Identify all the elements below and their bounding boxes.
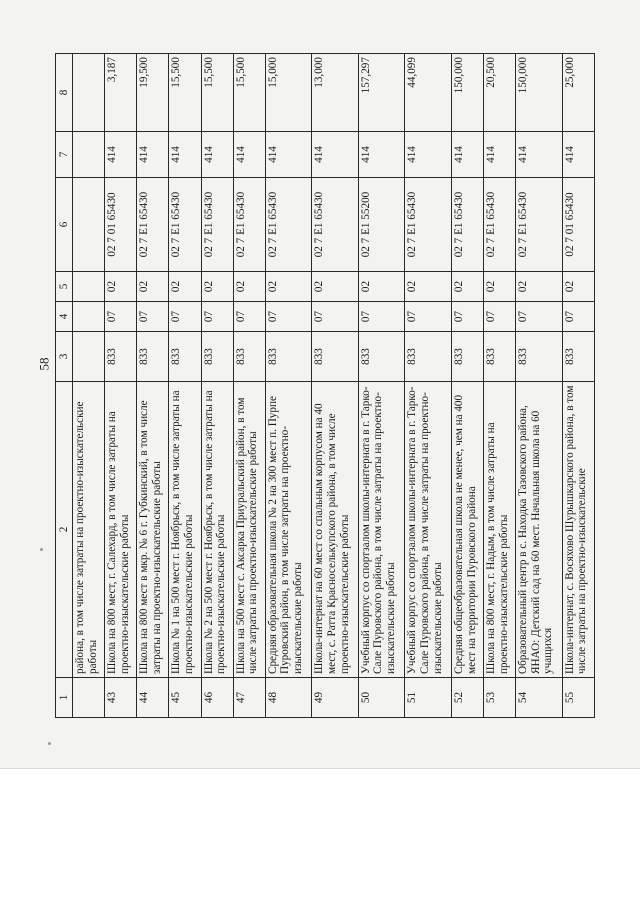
section-code-cell: 07 <box>169 302 201 332</box>
budget-table <box>55 53 595 718</box>
object-name-cell: Школа-интернат, с. Восяхово Шурышкарского района, в том числе затраты на проектно-изыскательские <box>562 382 594 678</box>
row-number-cell: 54 <box>516 678 563 718</box>
object-name-cell: Школа на 800 мест, г. Надым, в том числе затраты на проектно-изыскательские работы <box>484 382 516 678</box>
table-row <box>562 54 594 718</box>
table-row <box>137 54 169 718</box>
column-number: 4 <box>56 302 73 332</box>
subsection-code-cell: 02 <box>137 272 169 302</box>
row-number-cell: 55 <box>562 678 594 718</box>
rotated-table-container <box>55 54 595 718</box>
expense-type-code-cell: 414 <box>451 132 483 178</box>
page-number: 58 <box>36 357 52 371</box>
subsection-code-cell: 02 <box>451 272 483 302</box>
amount-cell: 44,099 <box>405 54 452 132</box>
expense-type-code-cell: 414 <box>233 132 265 178</box>
ministry-code-cell: 833 <box>516 332 563 382</box>
table-row <box>516 54 563 718</box>
amount-cell: 15,500 <box>201 54 233 132</box>
amount-cell: 13,000 <box>312 54 359 132</box>
amount-cell: 150,000 <box>451 54 483 132</box>
column-number: 7 <box>56 132 73 178</box>
subsection-code-cell: 02 <box>405 272 452 302</box>
subsection-code-cell: 02 <box>562 272 594 302</box>
subsection-code-cell: 02 <box>169 272 201 302</box>
empty-cell <box>73 132 105 178</box>
table-row <box>233 54 265 718</box>
table-row <box>484 54 516 718</box>
row-number-cell: 45 <box>169 678 201 718</box>
subsection-code-cell: 02 <box>265 272 312 302</box>
continuation-text: района, в том числе затраты на проектно-изыскательские работы <box>73 382 105 678</box>
ministry-code-cell: 833 <box>265 332 312 382</box>
amount-cell: 150,000 <box>516 54 563 132</box>
amount-cell: 25,000 <box>562 54 594 132</box>
ministry-code-cell: 833 <box>201 332 233 382</box>
empty-cell <box>73 178 105 272</box>
ministry-code-cell: 833 <box>233 332 265 382</box>
target-article-code-cell: 02 7 01 65430 <box>562 178 594 272</box>
section-code-cell: 07 <box>137 302 169 332</box>
ministry-code-cell: 833 <box>405 332 452 382</box>
section-code-cell: 07 <box>265 302 312 332</box>
amount-cell: 3,187 <box>105 54 137 132</box>
object-name-cell: Средняя образовательная школа № 2 на 300 мест п. Пурпе Пуровский район, в том числе затраты на проектно-изыскательские работы <box>265 382 312 678</box>
ministry-code-cell: 833 <box>358 332 405 382</box>
expense-type-code-cell: 414 <box>105 132 137 178</box>
subsection-code-cell: 02 <box>312 272 359 302</box>
column-number: 1 <box>56 678 73 718</box>
section-code-cell: 07 <box>516 302 563 332</box>
amount-cell: 20,500 <box>484 54 516 132</box>
row-number-cell: 48 <box>265 678 312 718</box>
target-article-code-cell: 02 7 E1 65430 <box>312 178 359 272</box>
empty-cell <box>73 272 105 302</box>
target-article-code-cell: 02 7 01 65430 <box>105 178 137 272</box>
object-name-cell: Школа № 1 на 500 мест г. Ноябрьск, в том числе затраты на проектно-изыскательские работы <box>169 382 201 678</box>
target-article-code-cell: 02 7 E1 65430 <box>169 178 201 272</box>
column-number-row <box>56 54 73 718</box>
expense-type-code-cell: 414 <box>405 132 452 178</box>
target-article-code-cell: 02 7 E1 55200 <box>358 178 405 272</box>
target-article-code-cell: 02 7 E1 65430 <box>265 178 312 272</box>
object-name-cell: Учебный корпус со спортзалом школы-интерната в г. Тарко-Сале Пуровского района, в том числе затраты на проектно-изыскательские работы <box>358 382 405 678</box>
section-code-cell: 07 <box>233 302 265 332</box>
subsection-code-cell: 02 <box>105 272 137 302</box>
target-article-code-cell: 02 7 E1 65430 <box>516 178 563 272</box>
amount-cell: 15,000 <box>265 54 312 132</box>
section-code-cell: 07 <box>405 302 452 332</box>
row-number-cell: 53 <box>484 678 516 718</box>
subsection-code-cell: 02 <box>233 272 265 302</box>
row-number-cell: 46 <box>201 678 233 718</box>
section-code-cell: 07 <box>312 302 359 332</box>
table-row <box>105 54 137 718</box>
row-number-cell: 44 <box>137 678 169 718</box>
table-row <box>312 54 359 718</box>
object-name-cell: Средняя общеобразовательная школа не менее, чем на 400 мест на территории Пуровского района <box>451 382 483 678</box>
object-name-cell: Школа на 500 мест с. Аксарка Приуральский район, в том числе затраты на проектно-изыскательские работы <box>233 382 265 678</box>
ministry-code-cell: 833 <box>137 332 169 382</box>
amount-cell: 19,500 <box>137 54 169 132</box>
ministry-code-cell: 833 <box>562 332 594 382</box>
target-article-code-cell: 02 7 E1 65430 <box>484 178 516 272</box>
column-number: 6 <box>56 178 73 272</box>
column-number: 3 <box>56 332 73 382</box>
expense-type-code-cell: 414 <box>358 132 405 178</box>
amount-cell: 15,500 <box>169 54 201 132</box>
row-number-cell: 52 <box>451 678 483 718</box>
ministry-code-cell: 833 <box>484 332 516 382</box>
column-number: 2 <box>56 382 73 678</box>
section-code-cell: 07 <box>484 302 516 332</box>
ministry-code-cell: 833 <box>451 332 483 382</box>
table-row <box>201 54 233 718</box>
column-number: 8 <box>56 54 73 132</box>
scan-speck <box>48 742 51 745</box>
target-article-code-cell: 02 7 E1 65430 <box>137 178 169 272</box>
section-code-cell: 07 <box>358 302 405 332</box>
table-row <box>358 54 405 718</box>
row-number-cell: 51 <box>405 678 452 718</box>
expense-type-code-cell: 414 <box>484 132 516 178</box>
object-name-cell: Школа на 800 мест в мкр. № 6 г. Губкинский, в том числе затраты на проектно-изыскательские работы <box>137 382 169 678</box>
row-number-cell: 47 <box>233 678 265 718</box>
object-name-cell: Школа № 2 на 500 мест г. Ноябрьск, в том числе затраты на проектно-изыскательские работы <box>201 382 233 678</box>
row-number-cell: 43 <box>105 678 137 718</box>
object-name-cell: Школа на 800 мест, г. Салехард, в том числе затраты на проектно-изыскательские работы <box>105 382 137 678</box>
object-name-cell: Школа-интернат на 60 мест со спальным корпусом на 40 мест, с. Ратта Красноселькупского района, в том числе проектно-изыскательские работы <box>312 382 359 678</box>
target-article-code-cell: 02 7 E1 65430 <box>233 178 265 272</box>
empty-cell <box>73 54 105 132</box>
expense-type-code-cell: 414 <box>562 132 594 178</box>
subsection-code-cell: 02 <box>516 272 563 302</box>
expense-type-code-cell: 414 <box>137 132 169 178</box>
ministry-code-cell: 833 <box>105 332 137 382</box>
object-name-cell: Образовательный центр в с. Находка Тазовского района, ЯНАО: Детский сад на 60 мест. Начальная школа на 60 учащихся <box>516 382 563 678</box>
expense-type-code-cell: 414 <box>312 132 359 178</box>
table-row <box>405 54 452 718</box>
section-code-cell: 07 <box>201 302 233 332</box>
amount-cell: 15,500 <box>233 54 265 132</box>
row-number-cell: 49 <box>312 678 359 718</box>
target-article-code-cell: 02 7 E1 65430 <box>201 178 233 272</box>
subsection-code-cell: 02 <box>484 272 516 302</box>
expense-type-code-cell: 414 <box>516 132 563 178</box>
section-code-cell: 07 <box>105 302 137 332</box>
table-row <box>451 54 483 718</box>
subsection-code-cell: 02 <box>201 272 233 302</box>
amount-cell: 157,297 <box>358 54 405 132</box>
column-number: 5 <box>56 272 73 302</box>
table-row <box>265 54 312 718</box>
expense-type-code-cell: 414 <box>265 132 312 178</box>
row-number-cell: 50 <box>358 678 405 718</box>
expense-type-code-cell: 414 <box>201 132 233 178</box>
target-article-code-cell: 02 7 E1 65430 <box>405 178 452 272</box>
expense-type-code-cell: 414 <box>169 132 201 178</box>
row-number-cell <box>73 678 105 718</box>
section-code-cell: 07 <box>451 302 483 332</box>
table-row <box>169 54 201 718</box>
continuation-row <box>73 54 105 718</box>
scan-speck <box>40 548 43 551</box>
ministry-code-cell: 833 <box>169 332 201 382</box>
empty-cell <box>73 332 105 382</box>
object-name-cell: Учебный корпус со спортзалом школы-интерната в г. Тарко-Сале Пуровского района, в том числе затраты на проектно-изыскательские работы <box>405 382 452 678</box>
ministry-code-cell: 833 <box>312 332 359 382</box>
target-article-code-cell: 02 7 E1 65430 <box>451 178 483 272</box>
section-code-cell: 07 <box>562 302 594 332</box>
subsection-code-cell: 02 <box>358 272 405 302</box>
empty-cell <box>73 302 105 332</box>
